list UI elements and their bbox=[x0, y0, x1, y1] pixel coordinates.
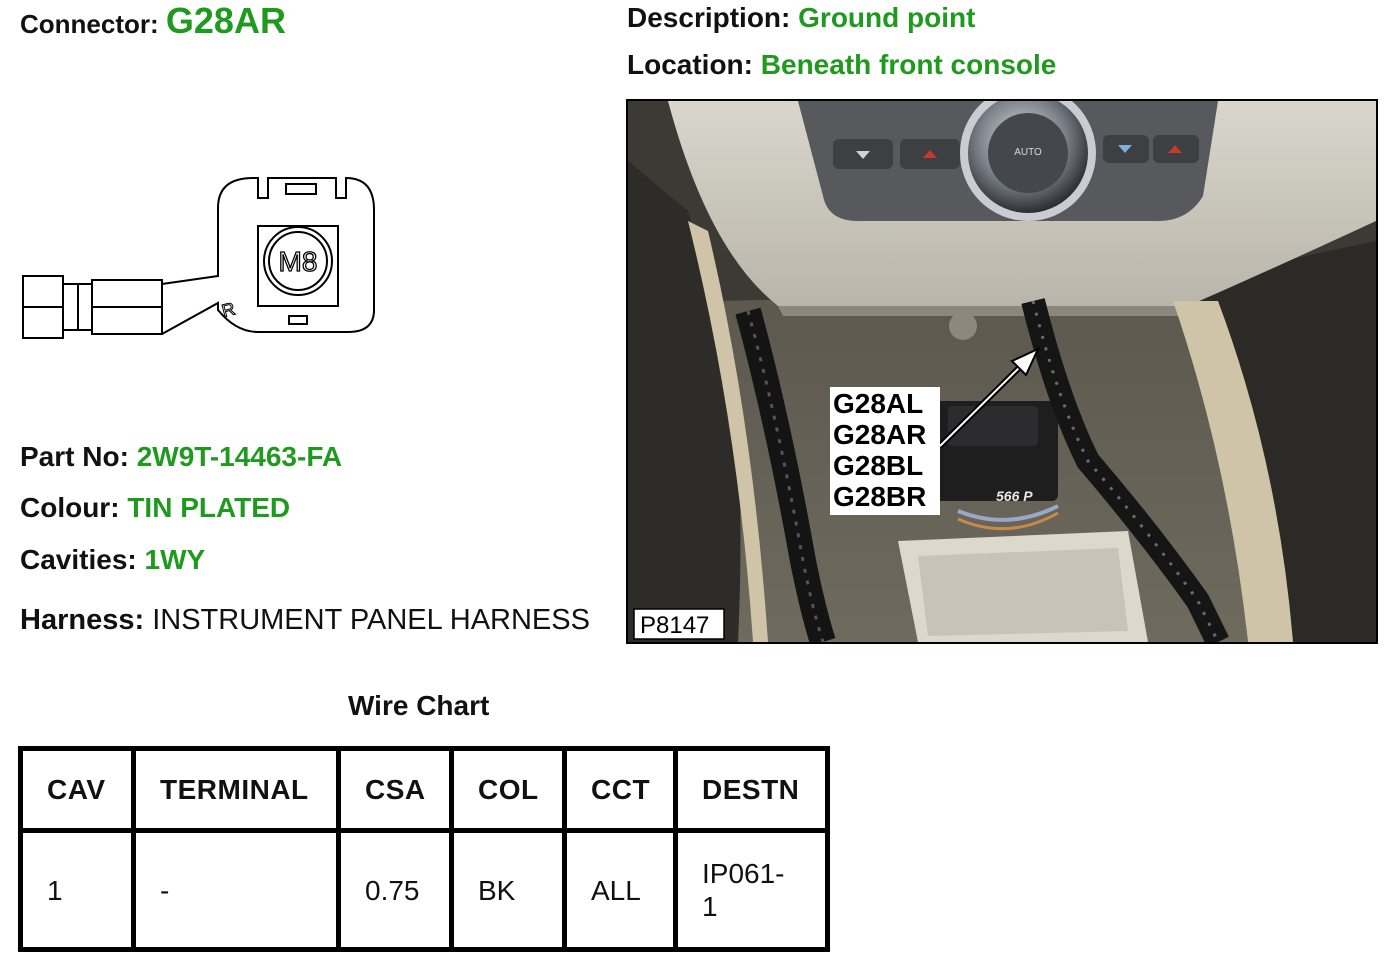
header-cct: CCT bbox=[565, 749, 676, 831]
cell-cav: 1 bbox=[21, 831, 134, 950]
part-number-value: 2W9T-14463-FA bbox=[136, 441, 343, 472]
colour-label: Colour: bbox=[20, 492, 120, 523]
location-photo bbox=[626, 99, 1378, 644]
stud-label: M8 bbox=[278, 246, 318, 277]
connector-field bbox=[20, 0, 286, 42]
photo-reference: P8147 bbox=[640, 612, 710, 639]
connector-value: G28AR bbox=[165, 0, 286, 41]
corner-mark: R bbox=[219, 298, 238, 322]
description-label: Description: bbox=[627, 2, 791, 33]
header-cav: CAV bbox=[21, 749, 134, 831]
colour-field bbox=[20, 492, 290, 524]
table-row bbox=[21, 831, 828, 950]
location-photo-illustration bbox=[628, 101, 1376, 642]
cell-cct: ALL bbox=[565, 831, 676, 950]
connector-drawing bbox=[18, 170, 383, 350]
callout-g28br: G28BR bbox=[833, 481, 927, 512]
location-label: Location: bbox=[627, 49, 753, 80]
cavities-field bbox=[20, 544, 205, 576]
auto-label: AUTO bbox=[1014, 147, 1042, 158]
location-field bbox=[627, 49, 1056, 81]
bag-label: 566 P bbox=[996, 488, 1033, 504]
cavities-value: 1WY bbox=[144, 544, 206, 575]
location-value: Beneath front console bbox=[760, 49, 1057, 80]
header-csa: CSA bbox=[339, 749, 452, 831]
cell-col: BK bbox=[452, 831, 565, 950]
cavities-label: Cavities: bbox=[20, 544, 137, 575]
callout-g28al: G28AL bbox=[833, 388, 924, 419]
cell-csa: 0.75 bbox=[339, 831, 452, 950]
description-field bbox=[627, 2, 975, 34]
wire-chart-table bbox=[18, 746, 830, 952]
table-header-row bbox=[21, 749, 828, 831]
cell-terminal: - bbox=[134, 831, 339, 950]
wire-chart-title: Wire Chart bbox=[348, 690, 490, 721]
cell-destn: IP061-1 bbox=[676, 831, 828, 950]
description-value: Ground point bbox=[798, 2, 976, 33]
connector-label: Connector: bbox=[20, 9, 159, 39]
colour-value: TIN PLATED bbox=[127, 492, 291, 523]
harness-value: INSTRUMENT PANEL HARNESS bbox=[152, 604, 590, 636]
header-terminal: TERMINAL bbox=[134, 749, 339, 831]
harness-field bbox=[20, 604, 590, 637]
part-number-label: Part No: bbox=[20, 441, 129, 472]
header-col: COL bbox=[452, 749, 565, 831]
harness-label: Harness: bbox=[20, 604, 145, 636]
header-destn: DESTN bbox=[676, 749, 828, 831]
callout-g28ar: G28AR bbox=[833, 419, 927, 450]
callout-g28bl: G28BL bbox=[833, 450, 924, 481]
part-number-field bbox=[20, 441, 342, 473]
